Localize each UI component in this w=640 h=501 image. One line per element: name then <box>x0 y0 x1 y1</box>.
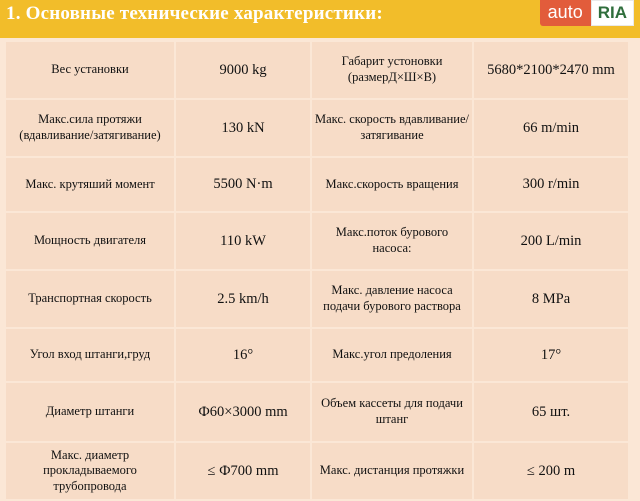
spec-label: Угол вход штанги,груд <box>6 329 174 381</box>
spec-value: 130 kN <box>176 100 310 156</box>
header-bar <box>0 0 640 38</box>
spec-label: Макс.угол предоления <box>312 329 472 381</box>
autoria-logo[interactable] <box>540 0 634 26</box>
table-row <box>6 271 628 327</box>
logo-ria-text: RIA <box>591 0 634 26</box>
spec-value: 66 m/min <box>474 100 628 156</box>
spec-label: Мощность двигателя <box>6 213 174 269</box>
table-row <box>6 329 628 381</box>
spec-value: 2.5 km/h <box>176 271 310 327</box>
spec-value: 110 kW <box>176 213 310 269</box>
spec-value: Ф60×3000 mm <box>176 383 310 441</box>
spec-label: Макс. давление насоса подачи бурового раствора <box>312 271 472 327</box>
spec-value: 5680*2100*2470 mm <box>474 42 628 98</box>
table-row <box>6 100 628 156</box>
spec-label: Макс. дистанция протяжки <box>312 443 472 499</box>
spec-value: ≤ Ф700 mm <box>176 443 310 499</box>
logo-auto-text: auto <box>540 0 591 26</box>
spec-label: Макс. диаметр прокладываемого трубопровода <box>6 443 174 499</box>
spec-value: ≤ 200 m <box>474 443 628 499</box>
spec-table <box>4 40 630 501</box>
spec-label: Макс.поток бурового насоса: <box>312 213 472 269</box>
spec-label: Макс. крутяший момент <box>6 158 174 211</box>
table-row <box>6 443 628 499</box>
spec-label: Вес установки <box>6 42 174 98</box>
spec-value: 17° <box>474 329 628 381</box>
spec-label: Объем кассеты для подачи штанг <box>312 383 472 441</box>
table-row <box>6 42 628 98</box>
spec-label: Диаметр штанги <box>6 383 174 441</box>
spec-value: 65 шт. <box>474 383 628 441</box>
spec-value: 5500 N·m <box>176 158 310 211</box>
spec-label: Макс.скорость вращения <box>312 158 472 211</box>
spec-value: 16° <box>176 329 310 381</box>
spec-value: 300 r/min <box>474 158 628 211</box>
spec-label: Макс. скорость вдавливание/затягивание <box>312 100 472 156</box>
table-row <box>6 158 628 211</box>
spec-label: Макс.сила протяжи (вдавливание/затягивание) <box>6 100 174 156</box>
table-row <box>6 383 628 441</box>
spec-value: 200 L/min <box>474 213 628 269</box>
spec-label: Транспортная скорость <box>6 271 174 327</box>
spec-value: 9000 kg <box>176 42 310 98</box>
spec-label: Габарит устоновки (размерД×Ш×В) <box>312 42 472 98</box>
table-row <box>6 213 628 269</box>
page-title: 1. Основные технические характеристики: <box>6 3 383 24</box>
spec-value: 8 MPa <box>474 271 628 327</box>
